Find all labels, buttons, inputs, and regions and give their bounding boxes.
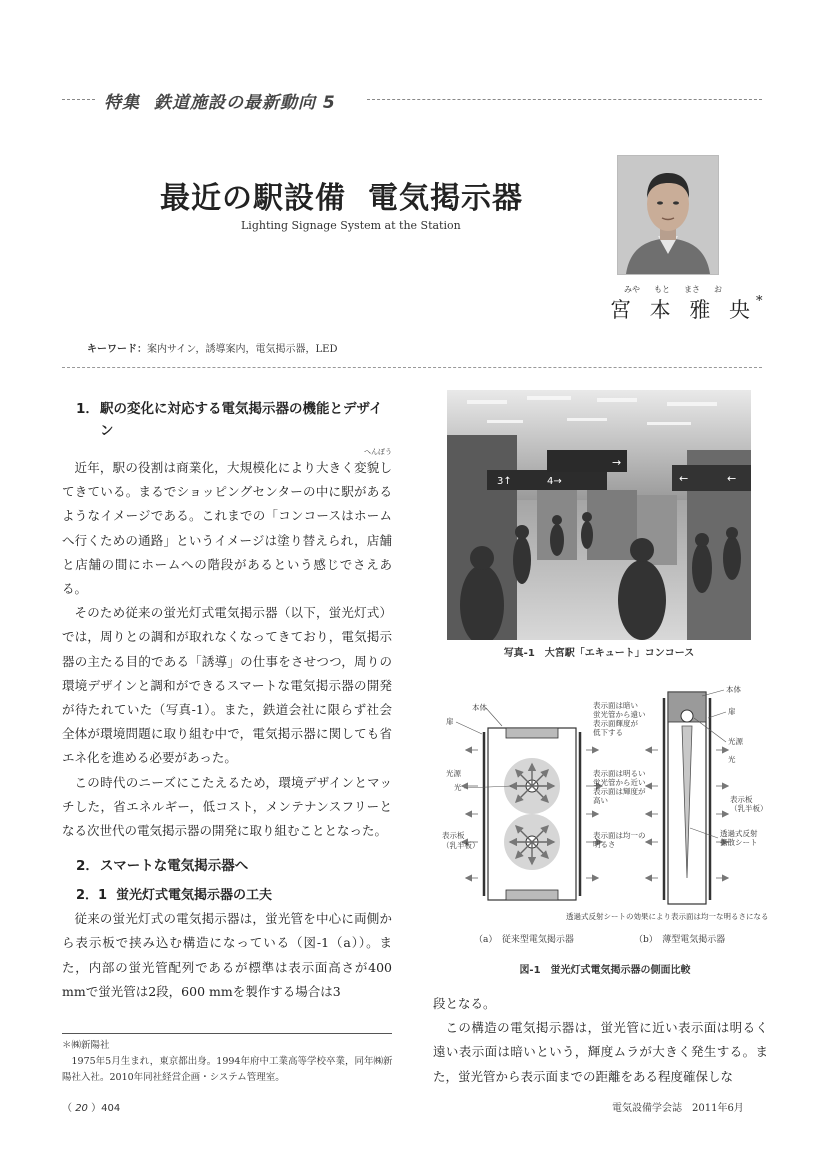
author-name-text: 宮 本 雅 央 [610,298,757,322]
footnote-affiliation: ＊㈱新陽社 [62,1040,110,1051]
section1-paragraph-2: そのため従来の蛍光灯式電気掲示器（以下，蛍光灯式）では，周りとの調和が取れなくなってきており，電気掲示器の主たる目的である「誘導」の仕事をさせつつ，周りの環境デザインと調和ができるスマートな電気掲示器の開発が待たれていた（写真-1）。また，鉄道会社に限らず社会全体が環境問題に取り組む中で，電気掲示器に関しても省エネ化を進める必要があった。 [62,605,392,766]
author-portrait-image [618,156,718,274]
label-b-sheet: 透過式反射 [720,829,758,838]
keywords-label: キーワード： [87,344,147,355]
label-b-frame: 扉 [728,707,736,716]
section21-number: 2．1 [76,888,108,904]
figure1-sub-a: （a） 従来型電気掲示器 [474,935,574,945]
note-9: 表示面は均一の [593,831,646,840]
section2-number: 2． [76,858,99,875]
footer-page-italic: 20 [75,1103,88,1114]
title-sub: 電気掲示器 [368,181,523,216]
note-6: 蛍光管から近い [593,778,646,787]
sign-text-4: ← [679,472,689,485]
author-ruby-4: お [714,285,722,294]
label-b-panel2: （乳半板） [730,804,768,813]
concourse-photo-image [447,390,751,640]
label-a-body: 本体 [472,703,487,712]
article-title [160,173,523,217]
note-4: 低下する [593,728,623,737]
keywords-text: 案内サイン，誘導案内，電気掲示器，LED [147,344,338,355]
footer-journal: 電気設備学会誌 2011年6月 [612,1103,744,1114]
photo1-caption: 写真-1 大宮駅「エキュート」コンコース [503,648,695,659]
left-column [62,398,392,1004]
series-rule-right [367,99,762,100]
sign-text-1: 3↑ [497,476,512,487]
title-main: 最近の駅設備 [160,181,346,216]
keywords [87,340,337,355]
section21-title: 蛍光灯式電気掲示器の工夫 [116,888,273,904]
label-b-light-source: 光源 [728,737,743,746]
section2-heading [62,855,392,877]
author-photo [617,155,719,275]
note-2: 蛍光管から遠い [593,710,646,719]
author-ruby-1: みや [624,285,640,294]
label-b-panel: 表示板 [730,795,753,804]
note-5: 表示面は明るい [593,769,646,778]
figure1-sub-b: （b） 薄型電気掲示器 [634,935,726,945]
light-guide-b [682,726,692,878]
label-a-panel: 表示板 [442,831,465,840]
label-a-light-source: 光源 [446,769,461,778]
section1-title: 駅の変化に対応する電気掲示器の機能とデザイン [100,401,383,439]
section21-heading [62,885,392,907]
label-b-light: 光 [728,755,736,764]
label-a-light: 光 [454,783,462,792]
label-a-frame: 扉 [446,717,454,726]
figure-1 [440,678,770,946]
section1-number: 1． [76,401,99,417]
note-7: 表示面は輝度が [593,787,646,796]
section2-title: スマートな電気掲示器へ [100,858,249,875]
author-mark: * [756,294,763,309]
figure1-bottom-note: 透過式反射シートの効果により表示面は均一な明るさになる [566,912,769,921]
author-ruby-3: まさ [684,285,700,294]
footer-page: （ 20 ）404 [62,1103,121,1114]
housing-a-bottom [506,890,558,900]
keywords-divider [62,367,762,368]
sign-text-3: → [612,456,622,469]
article-english-title: Lighting Signage System at the Station [241,219,461,232]
section1-heading [62,398,392,442]
continuation-line-1: 段となる。 [433,996,496,1011]
footer-page-number: 404 [101,1103,121,1114]
footnote-bio: 1975年5月生まれ，東京都出身。1994年府中工業高等学校卒業，同年㈱新陽社入社。2010年同社経営企画・システム管理室。 [62,1056,393,1083]
author-name [610,294,763,324]
series-theme: 鉄道施設の最新動向 5 [154,93,336,113]
lamp-b [681,710,693,722]
figure-1-diagram [440,678,770,946]
continuation-paragraph: この構造の電気掲示器は，蛍光管に近い表示面は明るく遠い表示面は暗いという，輝度ムラが大きく発生する。また，蛍光管から表示面までの距離をある程度確保しな [433,1020,768,1084]
sign-text-5: ← [727,472,737,485]
author-ruby-2: もと [654,285,670,294]
section1-body [62,448,392,843]
figure1-caption: 図-1 蛍光灯式電気掲示器の側面比較 [519,965,691,976]
sign-text-2: 4→ [547,476,562,487]
section1-paragraph-3: この時代のニーズにこたえるため，環境デザインとマッチした，省エネルギー，低コスト，メンテナンスフリーとなる次世代の電気掲示器の開発に取り組むこととなった。 [62,774,392,839]
footnote-rule [62,1033,392,1034]
section1-paragraph-1: 近年，駅の役割は商業化，大規模化により大きく変貌してきている。まるでショッピングセンターの中に駅があるようなイメージである。これまでの「コンコースはホームへ行くための通路」というイメージは塗り替えられ，店舗と店舗の間にホームへの階段があるという感じでさえある。 [62,460,392,597]
right-column-continuation [433,992,768,1089]
ruby-henbou: へんぼう [364,448,392,456]
housing-a-top [506,728,558,738]
footnote [62,1038,397,1086]
note-1: 表示面は暗い [593,701,638,710]
series-prefix: 特集 [104,93,140,113]
label-b-sheet2: 拡散シート [720,838,758,847]
note-3: 表示面輝度が [593,719,638,728]
note-10: 明るさ [593,840,616,849]
photo-concourse [447,390,751,640]
label-a-panel2: （乳半板） [442,841,480,850]
label-b-body: 本体 [726,685,741,694]
series-header [62,88,762,112]
section21-paragraph: 従来の蛍光灯式の電気掲示器は，蛍光管を中心に両側から表示板で挟み込む構造になっている（図-1（a））。また，内部の蛍光管配列であるが標準は表示面高さが400 mmで蛍光管は2段，600 mmを製作する場合は3 [62,911,392,999]
series-title [104,88,336,113]
series-rule-left [62,99,95,100]
note-8: 高い [593,796,608,805]
